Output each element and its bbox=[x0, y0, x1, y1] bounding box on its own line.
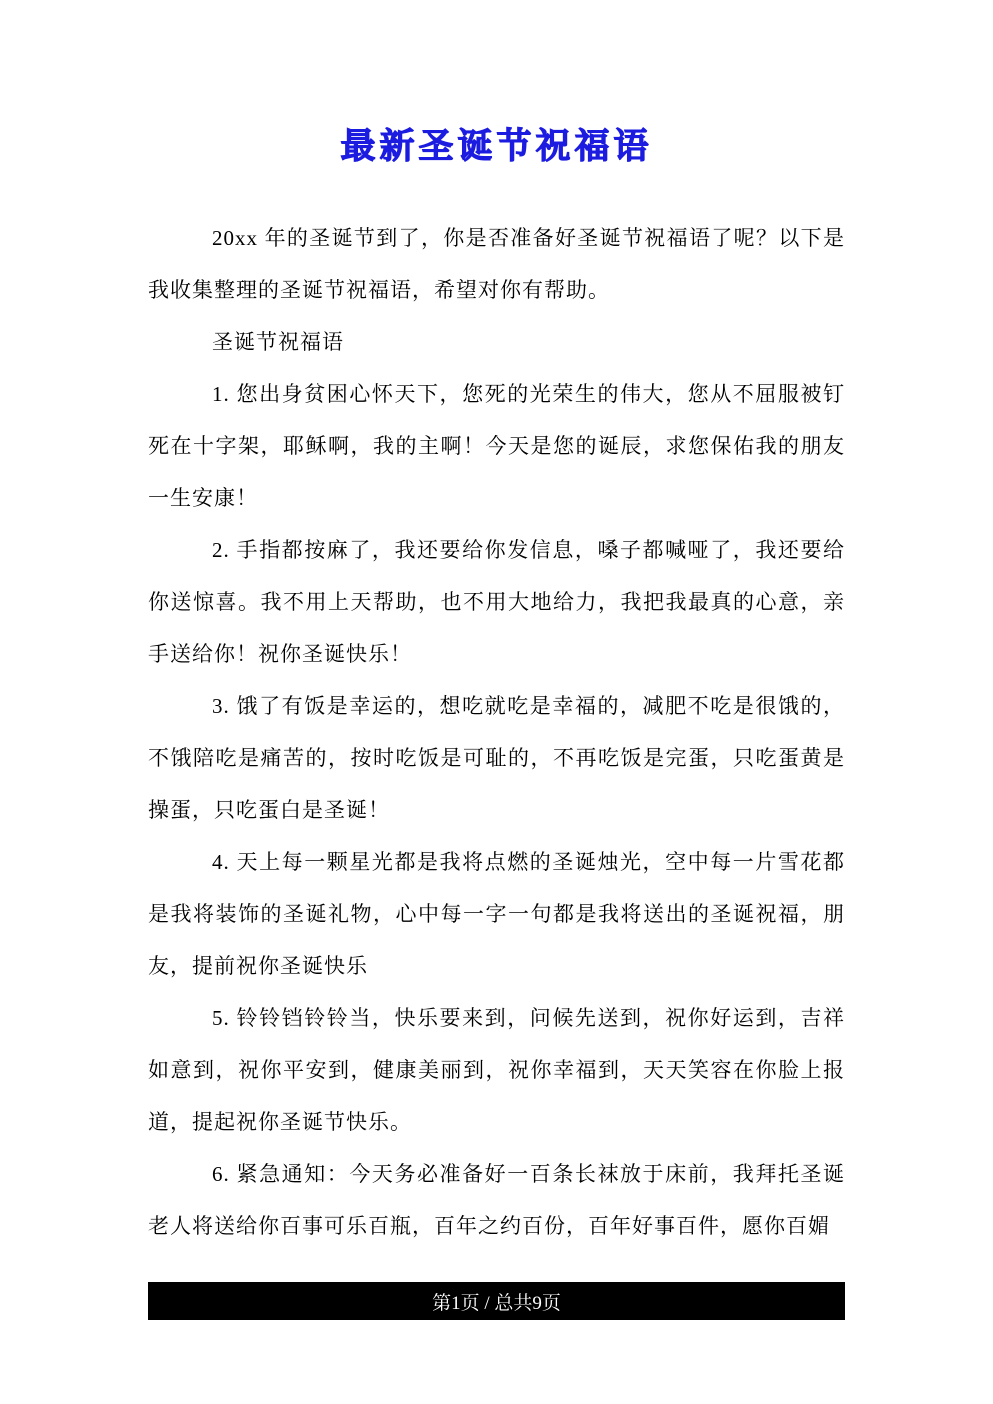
page-number-label: 第1页 / 总共9页 bbox=[432, 1292, 561, 1314]
greeting-item-6: 6. 紧急通知：今天务必准备好一百条长袜放于床前，我拜托圣诞老人将送给你百事可乐百瓶，百年之约百份，百年好事百件，愿你百媚 bbox=[148, 1162, 845, 1238]
page-footer bbox=[148, 1282, 845, 1320]
greeting-item-5: 5. 铃铃铛铃铃当，快乐要来到，问候先送到，祝你好运到，吉祥如意到，祝你平安到，健康美丽到，祝你幸福到，天天笑容在你脸上报道，提起祝你圣诞节快乐。 bbox=[148, 1006, 845, 1134]
document-body bbox=[0, 212, 993, 1252]
section-heading: 圣诞节祝福语 bbox=[212, 330, 344, 354]
intro-paragraph: 20xx 年的圣诞节到了，你是否准备好圣诞节祝福语了呢？以下是我收集整理的圣诞节祝福语，希望对你有帮助。 bbox=[148, 226, 845, 302]
greeting-item-4: 4. 天上每一颗星光都是我将点燃的圣诞烛光，空中每一片雪花都是我将装饰的圣诞礼物，心中每一字一句都是我将送出的圣诞祝福，朋友，提前祝你圣诞快乐 bbox=[148, 850, 845, 978]
greeting-item-2: 2. 手指都按麻了，我还要给你发信息，嗓子都喊哑了，我还要给你送惊喜。我不用上天帮助，也不用大地给力，我把我最真的心意，亲手送给你！祝你圣诞快乐！ bbox=[148, 538, 845, 666]
greeting-item-3: 3. 饿了有饭是幸运的，想吃就吃是幸福的，减肥不吃是很饿的，不饿陪吃是痛苦的，按时吃饭是可耻的，不再吃饭是完蛋，只吃蛋黄是操蛋，只吃蛋白是圣诞！ bbox=[148, 694, 845, 822]
greeting-item-1: 1. 您出身贫困心怀天下，您死的光荣生的伟大，您从不屈服被钉死在十字架，耶稣啊，我的主啊！今天是您的诞辰，求您保佑我的朋友一生安康！ bbox=[148, 382, 845, 510]
page-title: 最新圣诞节祝福语 bbox=[340, 127, 653, 166]
